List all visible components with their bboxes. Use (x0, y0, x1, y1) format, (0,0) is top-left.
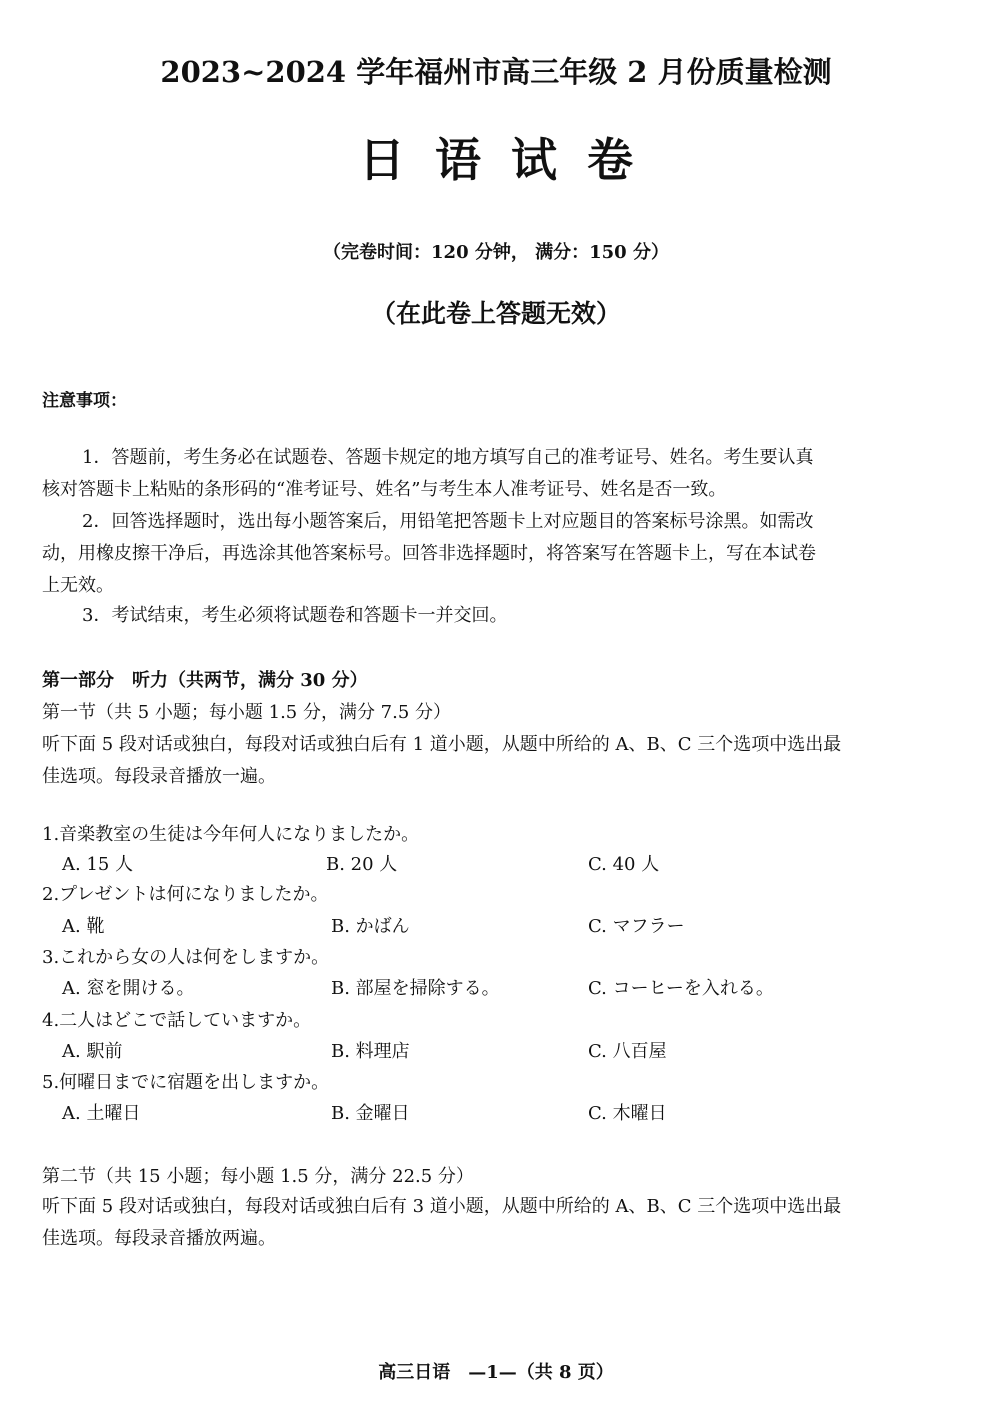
option-a: A. 靴 (62, 916, 105, 937)
page-footer: 高三日语 —1—（共 8 页） (378, 1362, 614, 1383)
option-c: C. マフラー (588, 916, 685, 937)
question-stem: 4.二人はどこで話していますか。 (42, 1010, 312, 1031)
notice-line: 核对答题卡上粘贴的条形码的“准考证号、姓名”与考生本人准考证号、姓名是否一致。 (42, 479, 727, 500)
exam-meta: （完卷时间：120 分钟， 满分：150 分） (323, 242, 669, 263)
section1-instructions: 佳选项。每段录音播放一遍。 (42, 766, 276, 787)
part1-title: 第一部分 听力（共两节，满分 30 分） (42, 670, 368, 691)
question-stem: 5.何曜日までに宿題を出しますか。 (42, 1072, 330, 1093)
question-stem: 3.これから女の人は何をしますか。 (42, 947, 330, 968)
option-c: C. 八百屋 (588, 1041, 667, 1062)
exam-title: 2023~2024 学年福州市高三年级 2 月份质量检测 (160, 55, 832, 89)
section2-instructions: 佳选项。每段录音播放两遍。 (42, 1228, 276, 1249)
section2-title: 第二节（共 15 小题；每小题 1.5 分，满分 22.5 分） (42, 1166, 474, 1187)
option-a: A. 駅前 (62, 1041, 123, 1062)
option-b: B. 料理店 (331, 1041, 410, 1062)
question-stem: 2.プレゼントは何になりましたか。 (42, 884, 329, 905)
question-stem: 1.音楽教室の生徒は今年何人になりましたか。 (42, 824, 420, 845)
option-b: B. 部屋を掃除する。 (331, 978, 500, 999)
section1-instructions: 听下面 5 段对话或独白，每段对话或独白后有 1 道小题，从题中所给的 A、B、C 三个选项中选出最 (42, 734, 842, 755)
option-b: B. かばん (331, 916, 410, 937)
notice-line: 上无效。 (42, 575, 114, 596)
option-b: B. 金曜日 (331, 1103, 410, 1124)
option-c: C. 40 人 (588, 854, 660, 875)
option-c: C. 木曜日 (588, 1103, 667, 1124)
notice-line: 1．答题前，考生务必在试题卷、答题卡规定的地方填写自己的准考证号、姓名。考生要认真 (82, 447, 814, 468)
notice-line: 2．回答选择题时，选出每小题答案后，用铅笔把答题卡上对应题目的答案标号涂黑。如需改 (82, 511, 814, 532)
section1-title: 第一节（共 5 小题；每小题 1.5 分，满分 7.5 分） (42, 702, 452, 723)
option-a: A. 土曜日 (62, 1103, 141, 1124)
option-a: A. 15 人 (62, 854, 134, 875)
section2-instructions: 听下面 5 段对话或独白，每段对话或独白后有 3 道小题，从题中所给的 A、B、C 三个选项中选出最 (42, 1196, 842, 1217)
notice-line: 动，用橡皮擦干净后，再选涂其他答案标号。回答非选择题时，将答案写在答题卡上，写在本试卷 (42, 543, 816, 564)
option-a: A. 窓を開ける。 (62, 978, 195, 999)
notice-line: 3．考试结束，考生必须将试题卷和答题卡一并交回。 (82, 605, 508, 626)
invalid-note: （在此卷上答题无效） (370, 299, 621, 328)
notice-heading: 注意事项： (42, 391, 127, 411)
option-b: B. 20 人 (326, 854, 398, 875)
option-c: C. コーヒーを入れる。 (588, 978, 774, 999)
subject-title: 日语试卷 (359, 133, 663, 187)
